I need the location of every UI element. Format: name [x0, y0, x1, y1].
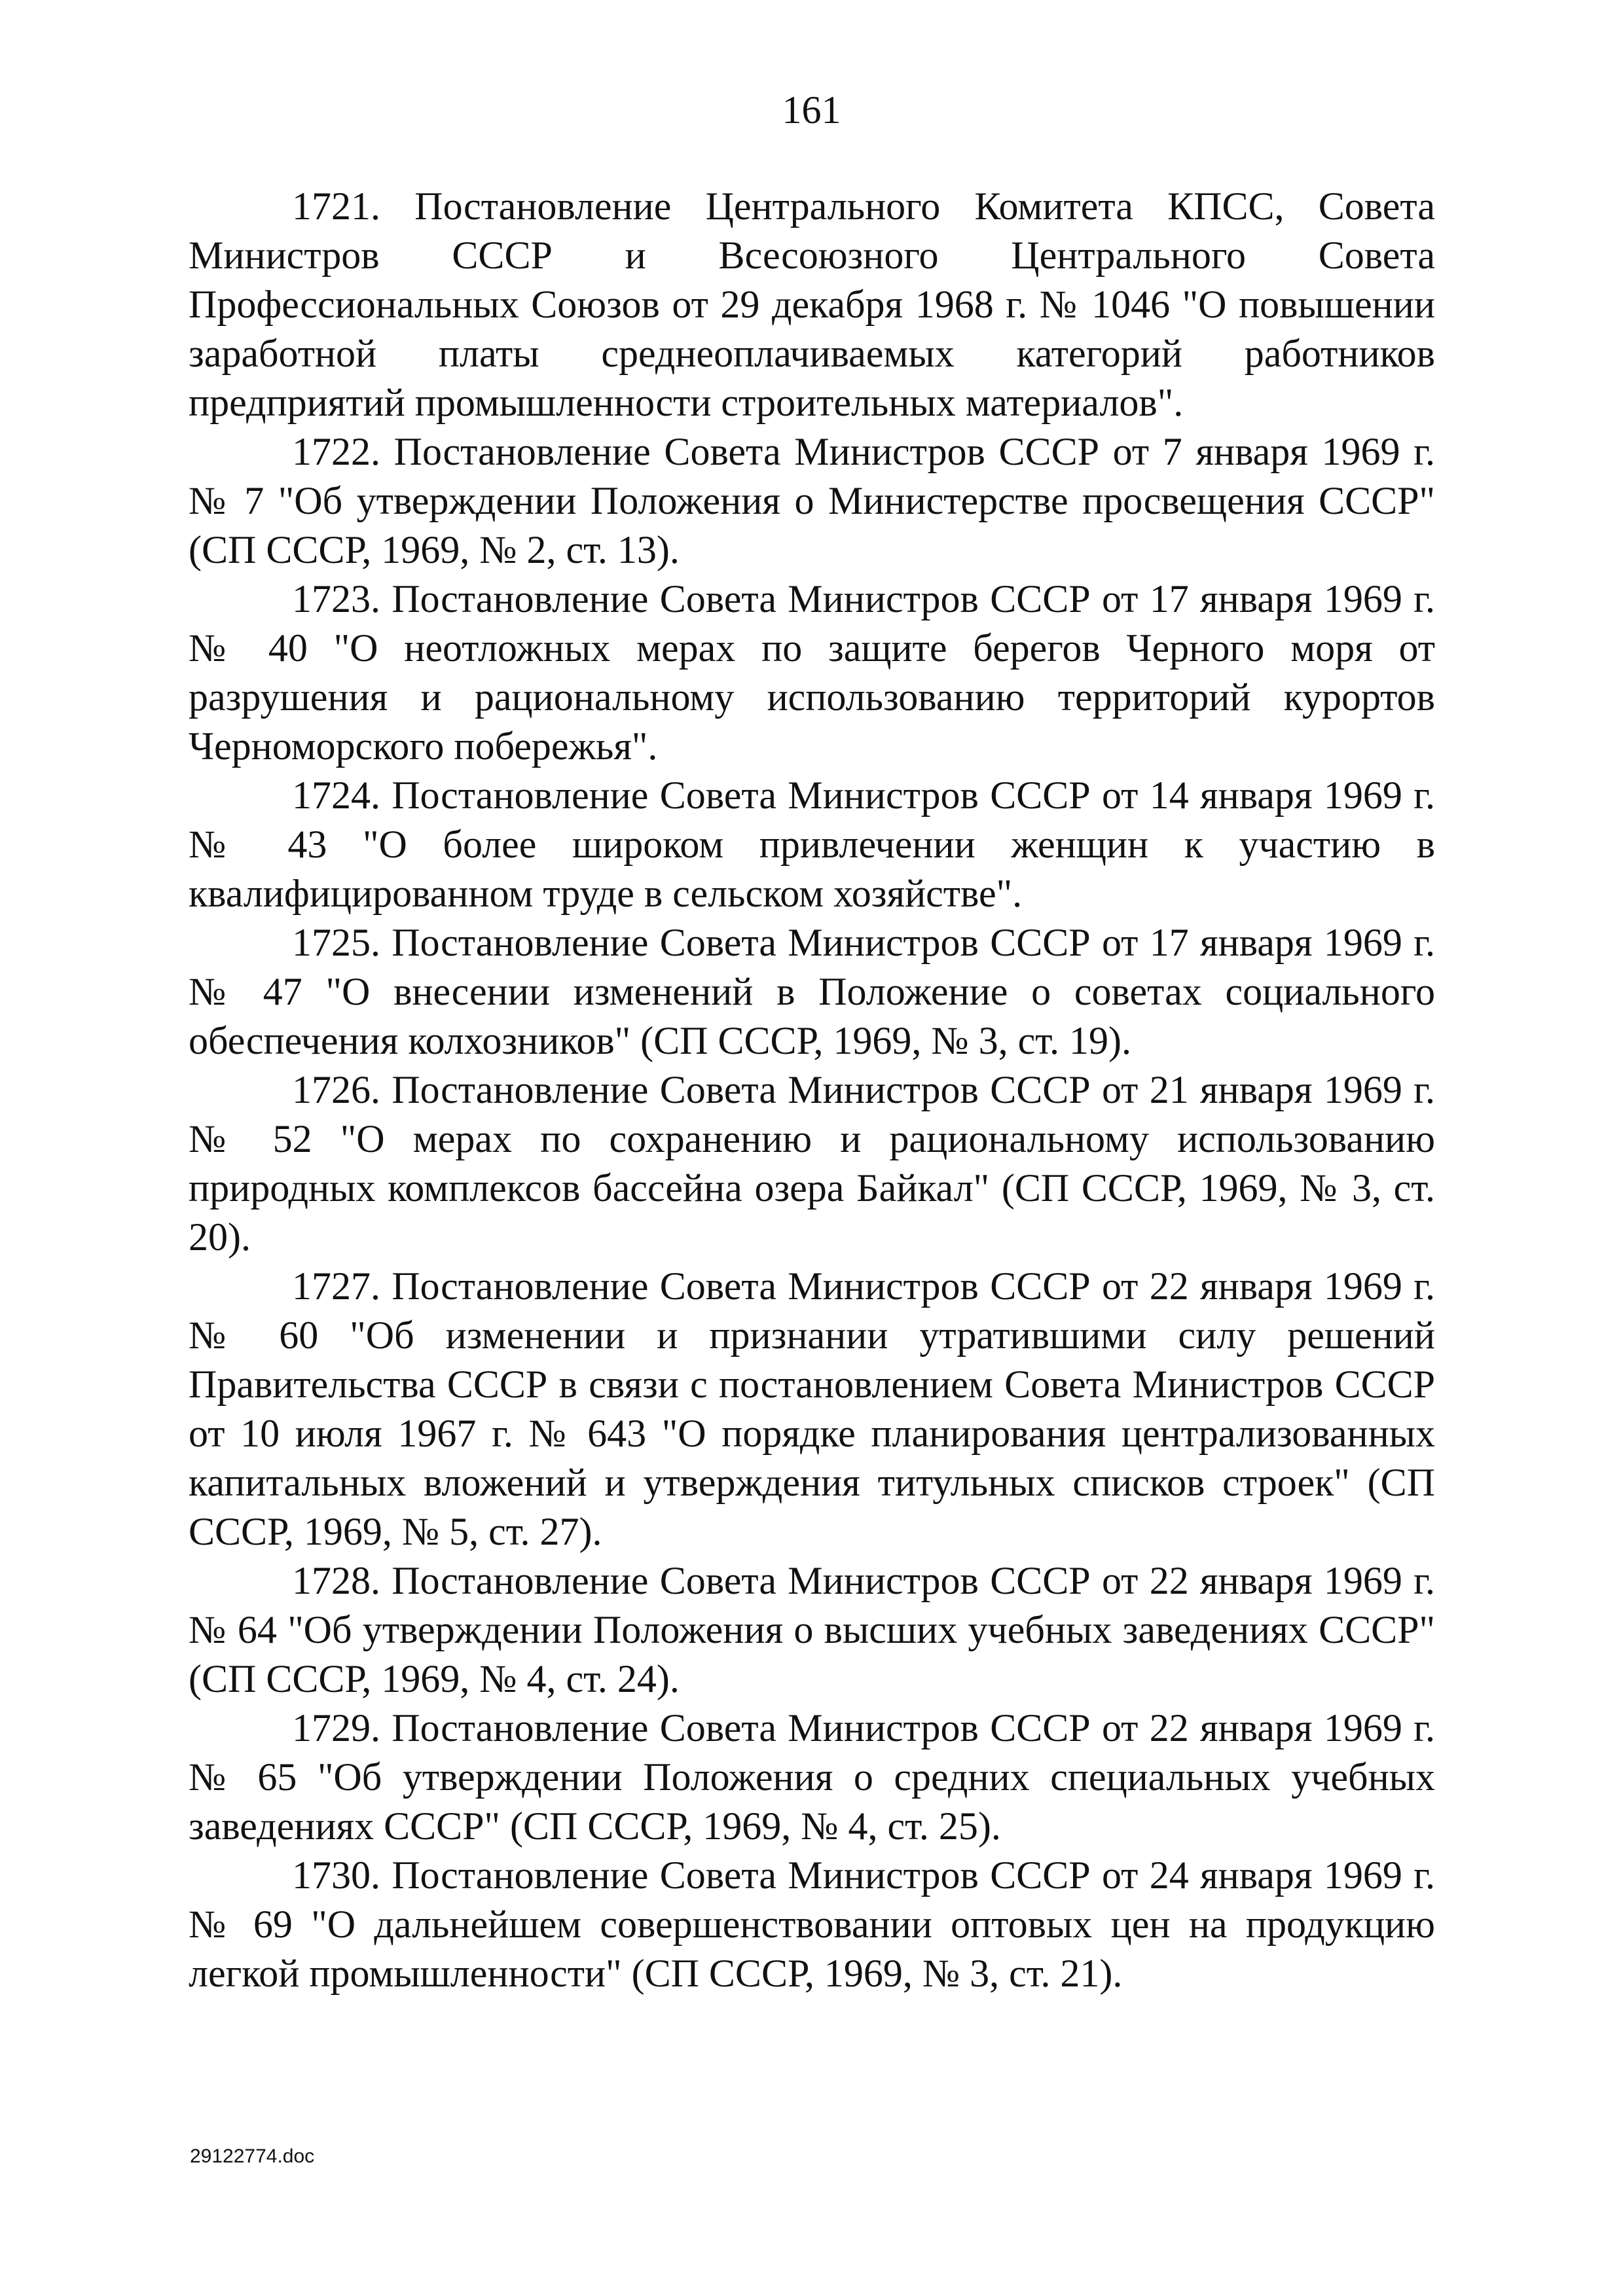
page-number: 161	[782, 88, 841, 132]
entry-1721: 1721. Постановление Центрального Комитета КПСС, Совета Министров СССР и Всесоюзного Центрального Совета Профессиональных Союзов от 29 декабря 1968 г. № 1046 "О повышении заработной платы среднеоплачиваемых категорий работников предприятий промышленности строительных материалов".	[189, 185, 1435, 424]
entry-1722: 1722. Постановление Совета Министров СССР от 7 января 1969 г. № 7 "Об утверждении Положения о Министерстве просвещения СССР" (СП СССР, 1969, № 2, ст. 13).	[189, 430, 1435, 571]
entry-1727: 1727. Постановление Совета Министров СССР от 22 января 1969 г. № 60 "Об изменении и признании утратившими силу решений Правительства СССР в связи с постановлением Совета Министров СССР от 10 июля 1967 г. № 643 "О порядке планирования централизованных капитальных вложений и утверждения титульных списков строек" (СП СССР, 1969, № 5, ст. 27).	[189, 1265, 1435, 1553]
entry-1728: 1728. Постановление Совета Министров СССР от 22 января 1969 г. № 64 "Об утверждении Положения о высших учебных заведениях СССР" (СП СССР, 1969, № 4, ст. 24).	[189, 1559, 1435, 1700]
document-body	[189, 182, 1435, 1998]
footer-filename: 29122774.doc	[190, 2145, 315, 2167]
entry-1726: 1726. Постановление Совета Министров СССР от 21 января 1969 г. № 52 "О мерах по сохранению и рациональному использованию природных комплексов бассейна озера Байкал" (СП СССР, 1969, № 3, ст. 20).	[189, 1068, 1435, 1259]
entry-1723: 1723. Постановление Совета Министров СССР от 17 января 1969 г. № 40 "О неотложных мерах по защите берегов Черного моря от разрушения и рациональному использованию территорий курортов Черноморского побережья".	[189, 577, 1435, 768]
entry-1724: 1724. Постановление Совета Министров СССР от 14 января 1969 г. № 43 "О более широком привлечении женщин к участию в квалифицированном труде в сельском хозяйстве".	[189, 774, 1435, 915]
entry-1725: 1725. Постановление Совета Министров СССР от 17 января 1969 г. № 47 "О внесении изменений в Положение о советах социального обеспечения колхозников" (СП СССР, 1969, № 3, ст. 19).	[189, 921, 1435, 1062]
entry-1729: 1729. Постановление Совета Министров СССР от 22 января 1969 г. № 65 "Об утверждении Положения о средних специальных учебных заведениях СССР" (СП СССР, 1969, № 4, ст. 25).	[189, 1706, 1435, 1848]
entry-1730: 1730. Постановление Совета Министров СССР от 24 января 1969 г. № 69 "О дальнейшем совершенствовании оптовых цен на продукцию легкой промышленности" (СП СССР, 1969, № 3, ст. 21).	[189, 1854, 1435, 1995]
